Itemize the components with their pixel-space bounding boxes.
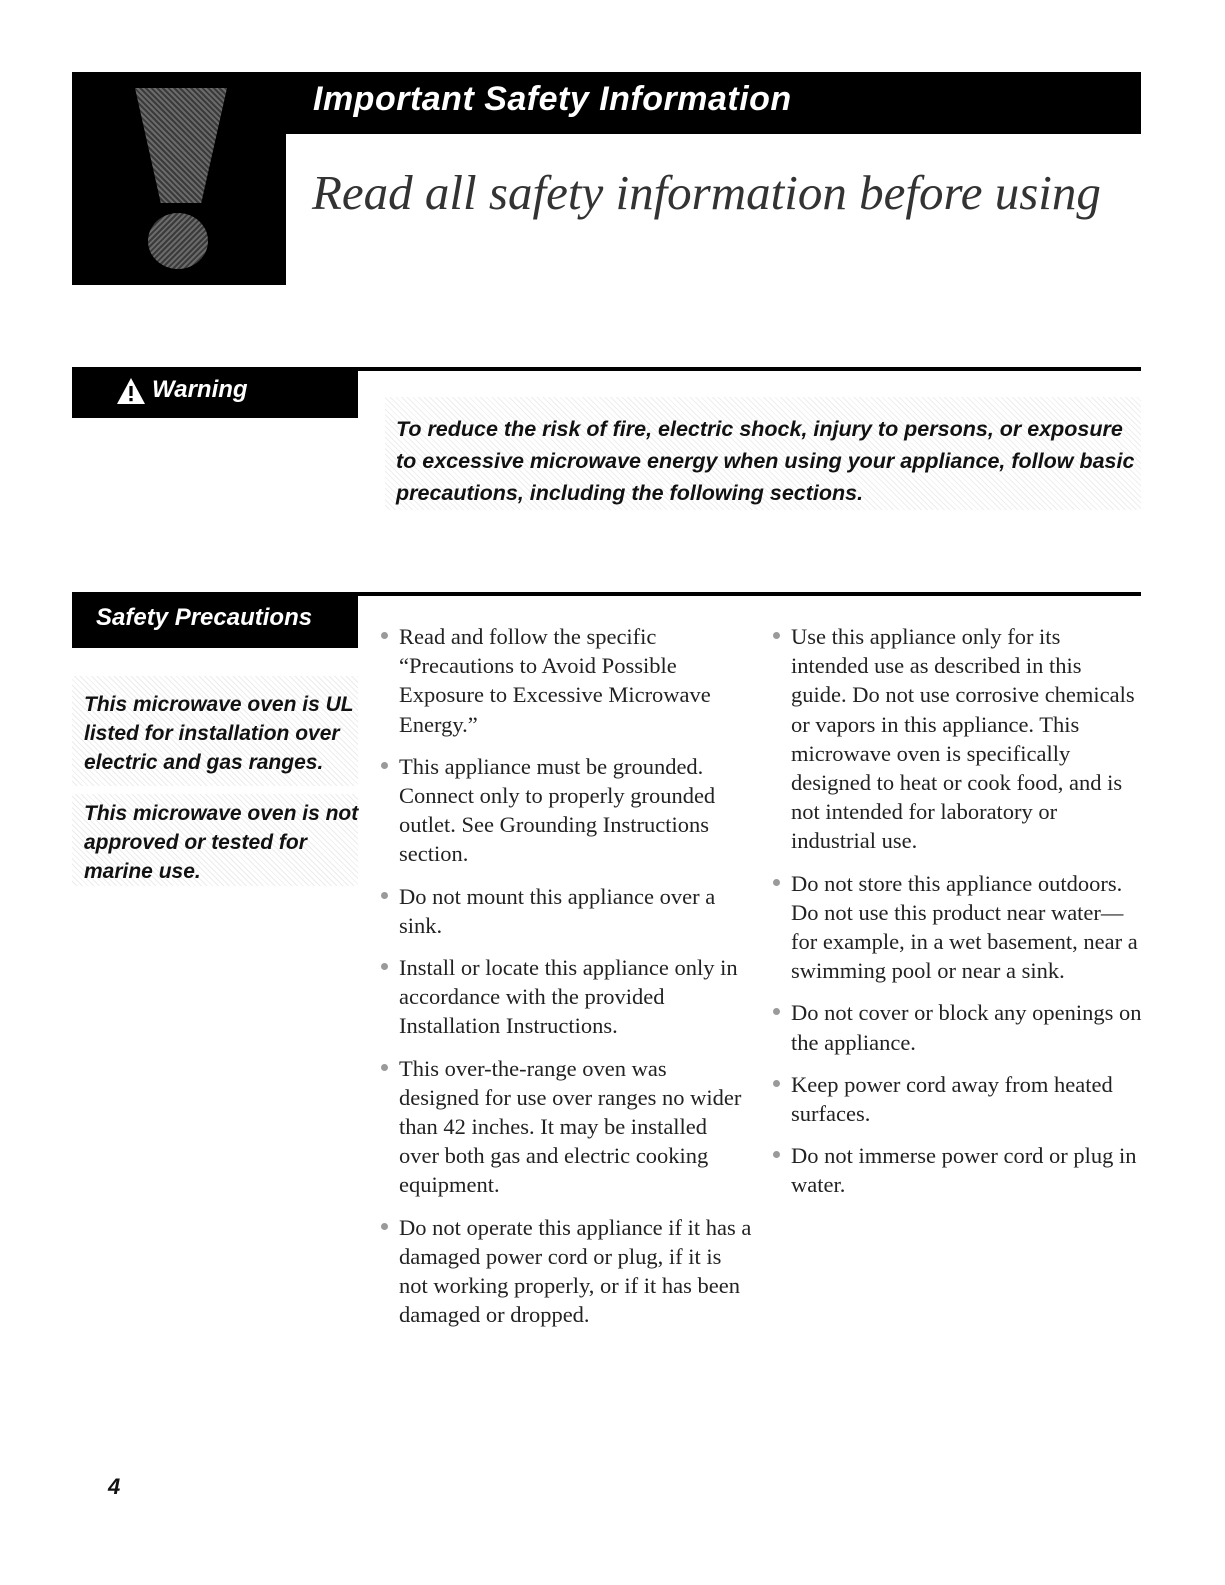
- list-item: Keep power cord away from heated surfaces.: [772, 1070, 1142, 1128]
- list-item: Do not cover or block any openings on the appliance.: [772, 998, 1142, 1056]
- precautions-column-1: [380, 622, 752, 1342]
- list-item: Read and follow the specific “Precautions to Avoid Possible Exposure to Excessive Microwave Energy.”: [380, 622, 752, 739]
- safety-divider: [358, 592, 1141, 596]
- list-item: Install or locate this appliance only in accordance with the provided Installation Instructions.: [380, 953, 752, 1041]
- page-subtitle: Read all safety information before using: [312, 165, 1101, 220]
- page-number: 4: [108, 1474, 121, 1499]
- warning-triangle-icon: [116, 376, 146, 406]
- warning-text: To reduce the risk of fire, electric shock, injury to persons, or exposure to excessive microwave energy when using your appliance, follow basic precautions, including the following sections.: [396, 417, 1135, 505]
- list-item: This appliance must be grounded. Connect only to properly grounded outlet. See Grounding Instructions section.: [380, 752, 752, 869]
- precautions-column-2: [772, 622, 1142, 1213]
- warning-divider: [358, 367, 1141, 371]
- exclamation-dot-icon: [148, 213, 208, 269]
- page-title: Important Safety Information: [313, 80, 792, 118]
- warning-label: Warning: [152, 376, 248, 403]
- side-note-marine-use: This microwave oven is not approved or tested for marine use.: [84, 802, 359, 883]
- list-item: Do not store this appliance outdoors. Do not use this product near water—for example, in a wet basement, near a swimming pool or near a sink.: [772, 869, 1142, 986]
- list-item: This over-the-range oven was designed for use over ranges no wider than 42 inches. It may be installed over both gas and electric cooking equipment.: [380, 1054, 752, 1200]
- list-item: Do not operate this appliance if it has a damaged power cord or plug, if it is not working properly, or if it has been damaged or dropped.: [380, 1213, 752, 1330]
- list-item: Do not immerse power cord or plug in water.: [772, 1141, 1142, 1199]
- safety-precautions-label: Safety Precautions: [96, 604, 313, 631]
- side-note-ul-listing: This microwave oven is UL listed for installation over electric and gas ranges.: [84, 693, 354, 774]
- list-item: Use this appliance only for its intended use as described in this guide. Do not use corrosive chemicals or vapors in this appliance. This microwave oven is specifically designed to heat or cook food, and is not intended for laboratory or industrial use.: [772, 622, 1142, 856]
- list-item: Do not mount this appliance over a sink.: [380, 882, 752, 940]
